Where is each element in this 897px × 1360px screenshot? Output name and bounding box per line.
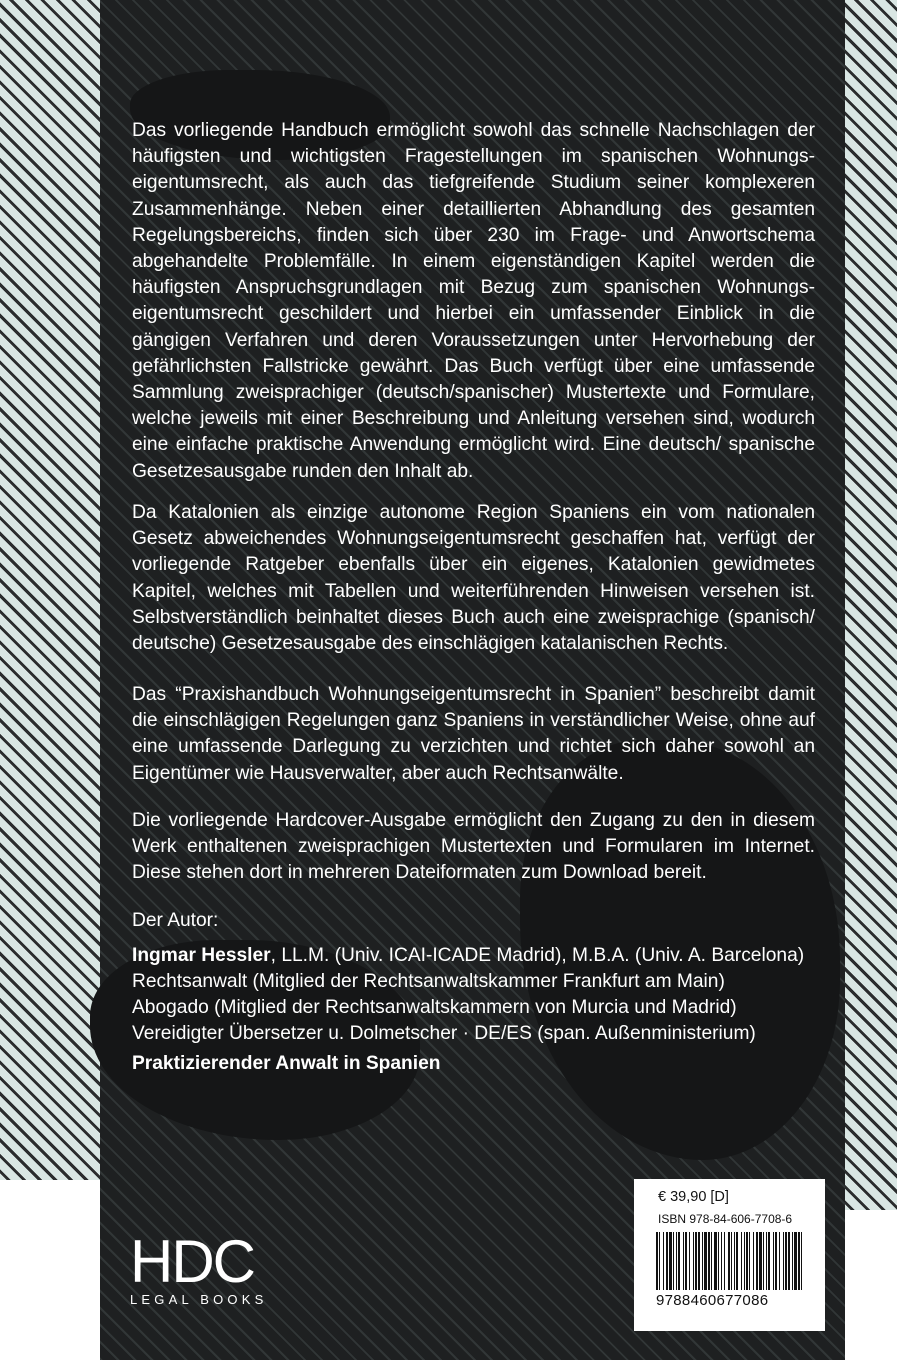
barcode-bar [749, 1232, 750, 1290]
barcode-bar [673, 1232, 674, 1290]
barcode-bar [798, 1232, 800, 1290]
barcode-bar [736, 1232, 738, 1290]
barcode-bar [801, 1232, 802, 1290]
barcode-bar [728, 1232, 730, 1290]
barcode-bar [783, 1232, 784, 1290]
publisher-logo [130, 1228, 268, 1307]
description-paragraph-2: Da Katalonien als einzige autonome Region Spaniens ein vom nationalen Gesetz abweichendes Wohnungseigentumsrecht geschaffen hat, verfügt der vorliegende Ratgeber ebenfalls über ein eigenes, Katalonien gewidmetes Kapitel, welches mit Tabellen und weiterführenden Hinweisen versehen ist. Selbstverständlich beinhaltet dieses Buch auch eine zweisprachige (spanisch/ deutsche) Gesetzesausgabe des einschlägigen katalanischen Rechts. [132, 502, 815, 655]
author-section [132, 908, 832, 1077]
description-paragraph-1: Das vorliegende Handbuch ermöglicht sowohl das schnelle Nachschlagen der häufigsten und wichtigsten Fragestellungen im spanischen Wohnungseigentumsrecht, als auch das tiefgreifende Studium seiner komplexeren Zusammenhänge. Neben einer detaillierten Abhandlung des gesamten Regelungsbereichs, finden sich über 230 im Frage- und Anwortschema abgehandelte Problemfälle. In einem eigenständigen Kapitel werden die häufigsten Anspruchsgrundlagen mit Bezug zum spanischen Wohnungseigentumsrecht geschildert und hierbei ein umfassender Einblick in die gängigen Verfahren und deren Voraussetzungen unter Hervorhebung der gefährlichsten Fallstricke gewährt. Das Buch verfügt über eine umfassende Sammlung zweisprachiger (deutsch/spanischer) Mustertexte und Formulare, welche jeweils mit einer Beschreibung und Anleitung versehen sind, wodurch eine einfache praktische Anwendung ermöglicht wird. Eine deutsch/ spanische Gesetzesausgabe runden den Inhalt ab. [132, 120, 815, 482]
barcode-bar [794, 1232, 797, 1290]
author-name: Ingmar Hessler [132, 945, 271, 966]
barcode-bar [663, 1232, 664, 1290]
barcode-bar [775, 1232, 777, 1290]
barcode-bar [695, 1232, 697, 1290]
barcode-bar [731, 1232, 732, 1290]
barcode-bar [741, 1232, 742, 1290]
author-heading: Der Autor: [132, 910, 219, 931]
barcode-bar [693, 1232, 694, 1290]
price-text: € 39,90 [D] [658, 1189, 729, 1205]
author-line-4: Vereidigter Übersetzer u. Dolmetscher · DE/ES (span. Außenministerium) [132, 1023, 756, 1044]
description-paragraph-4: Die vorliegende Hardcover-Ausgabe ermöglicht den Zugang zu den in diesem Werk enthaltenen zweisprachigen Mustertexten und Formularen im Internet. Diese stehen dort in mehreren Dateiformaten zum Download bereit. [132, 810, 815, 884]
barcode-bar [766, 1232, 767, 1290]
author-tagline: Praktizierender Anwalt in Spanien [132, 1053, 441, 1074]
barcode-bar [768, 1232, 770, 1290]
barcode-bar [711, 1232, 712, 1290]
barcode-bar [744, 1232, 745, 1290]
barcode-bar [779, 1232, 780, 1290]
barcode-bar [724, 1232, 725, 1290]
logo-subtitle: LEGAL BOOKS [130, 1292, 268, 1307]
barcode-bar [759, 1232, 762, 1290]
barcode-bar [721, 1232, 722, 1290]
barcode-bar [714, 1232, 717, 1290]
hatched-border-left [0, 0, 100, 1360]
barcode-bar [666, 1232, 668, 1290]
light-area-left [0, 1180, 100, 1360]
barcode-bar [746, 1232, 748, 1290]
author-line-3: Abogado (Mitglied der Rechtsanwaltskammern von Murcia und Madrid) [132, 997, 737, 1018]
hatched-border-right [845, 0, 897, 1360]
barcode-bar [702, 1232, 703, 1290]
barcode-bar [734, 1232, 735, 1290]
barcode-bar [718, 1232, 719, 1290]
light-area-right [845, 1210, 897, 1360]
description-paragraph-3: Das “Praxishandbuch Wohnungseigentumsrecht in Spanien” beschreibt damit die einschlägigen Regelungen ganz Spaniens in verständlicher Weise, ohne auf eine umfassende Darlegung zu verzichten und richtet sich daher sowohl an Eigentümer wie Hausverwalter, aber auch Rechtsanwälte. [132, 684, 815, 784]
barcode-bar [773, 1232, 774, 1290]
barcode-bar [792, 1232, 793, 1290]
barcode-bar [685, 1232, 687, 1290]
barcode-bar [704, 1232, 707, 1290]
barcode-bar [785, 1232, 787, 1290]
barcode-bar [676, 1232, 677, 1290]
logo-mark: HDC [130, 1228, 254, 1295]
barcode-label [634, 1179, 825, 1331]
barcode-bar [756, 1232, 758, 1290]
barcode-icon [654, 1232, 807, 1290]
barcode-bar [683, 1232, 684, 1290]
isbn-text: ISBN 978-84-606-7708-6 [658, 1212, 793, 1226]
author-line-2: Rechtsanwalt (Mitglied der Rechtsanwaltskammer Frankfurt am Main) [132, 971, 725, 992]
isbn-number: 9788460677086 [656, 1292, 769, 1309]
barcode-bar [708, 1232, 710, 1290]
author-line-1 [132, 943, 832, 969]
barcode-bar [763, 1232, 764, 1290]
barcode-bar [753, 1232, 754, 1290]
barcode-bar [659, 1232, 660, 1290]
barcode-bar [698, 1232, 700, 1290]
barcode-bar [669, 1232, 672, 1290]
barcode-bar [656, 1232, 658, 1290]
barcode-bar [678, 1232, 680, 1290]
author-credentials: , LL.M. (Univ. ICAI-ICADE Madrid), M.B.A. (Univ. A. Barcelona) [270, 945, 805, 966]
barcode-bar [689, 1232, 690, 1290]
barcode-bar [788, 1232, 790, 1290]
